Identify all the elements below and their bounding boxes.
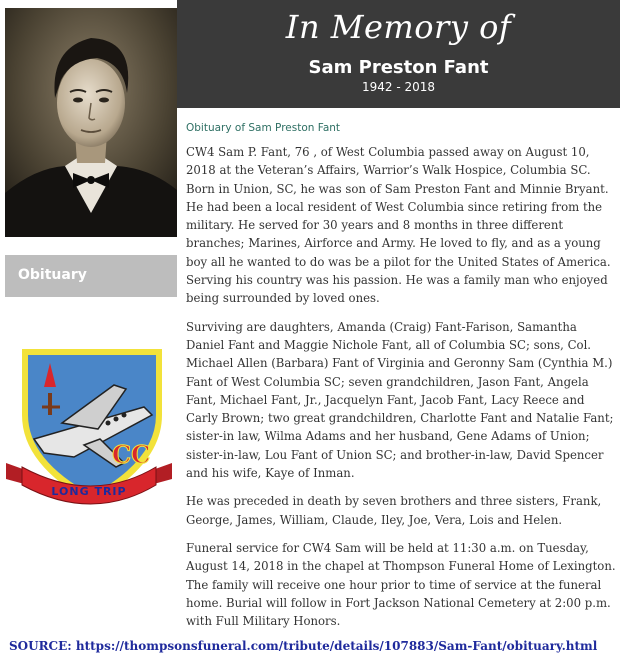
deceased-name: Sam Preston Fant	[308, 57, 489, 78]
emblem-letters: CC	[112, 440, 151, 469]
emblem-banner: LONG TRIP	[51, 485, 127, 498]
tab-obituary-label: Obituary	[18, 267, 87, 283]
tab-obituary[interactable]	[5, 255, 177, 297]
header-title: In Memory of	[285, 8, 512, 46]
life-dates: 1942 - 2018	[361, 80, 436, 94]
obituary-paragraph-3: He was preceded in death by seven brothers and three sisters, Frank, George, James, William, Claude, Iley, Joe, Vera, Lois and Helen.	[186, 494, 602, 527]
unit-emblem-image	[4, 345, 174, 510]
portrait-photo	[5, 8, 177, 237]
obituary-subtitle: Obituary of Sam Preston Fant	[186, 122, 341, 134]
unit-emblem	[4, 345, 174, 510]
memorial-header	[177, 0, 620, 108]
obituary-paragraph-4: Funeral service for CW4 Sam will be held at 11:30 a.m. on Tuesday, August 14, 2018 in the chapel at Thompson Funeral Home of Lexington. The family will receive one hour prior to time of service at the funeral home. Burial will follow in Fort Jackson National Cemetery at 2:00 p.m. with Full Military Honors.	[186, 540, 616, 629]
obituary-paragraph-2: Surviving are daughters, Amanda (Craig) Fant-Farison, Samantha Daniel Fant and Maggie Nichole Fant, all of Columbia SC; sons, Col. Michael Allen (Barbara) Fant of Virginia and Geronny Sam (Cynthia M.) Fant of West Columbia SC; seven grandchildren, Jason Fant, Angela Fant, Michael Fant, Jr., Jacquelyn Fant, Jacob Fant, Lacy Reece and Carly Brown; two great grandchildren, Charlotte Fant and Natalie Fant; sister-in law, Wilma Adams and her husband, Gene Adams of Union; sister-in-law, Lou Fant of Union SC; and brother-in-law, David Spencer and his wife, Kaye of Inman.	[186, 319, 614, 481]
portrait-image	[5, 8, 177, 237]
obituary-paragraph-1: CW4 Sam P. Fant, 76 , of West Columbia passed away on August 10, 2018 at the Veteran’s Affairs, Warrior’s Walk Hospice, Columbia SC. Born in Union, SC, he was son of Sam Preston Fant and Minnie Bryant. He had been a local resident of West Columbia since retiring from the military. He served for 30 years and 8 months in three different branches; Marines, Airforce and Army. He loved to fly, and as a young boy all he wanted to do was be a pilot for the United States of America. Serving his country was his passion. He was a family man who enjoyed being surrounded by loved ones.	[186, 145, 611, 306]
obituary-content	[186, 122, 616, 640]
source-link[interactable]: SOURCE: https://thompsonsfuneral.com/tribute/details/107883/Sam-Fant/obituary.html	[9, 639, 598, 653]
